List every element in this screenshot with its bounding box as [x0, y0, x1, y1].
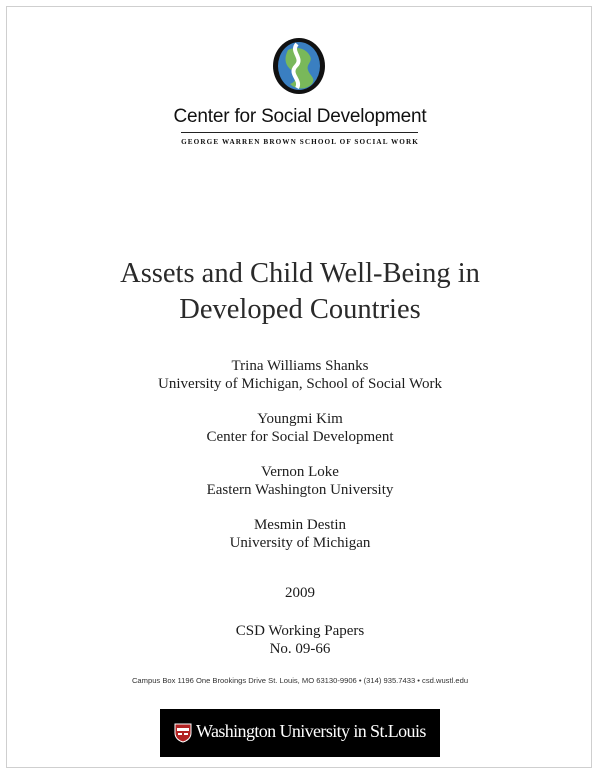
university-shield-icon [174, 723, 192, 743]
title-line-2: Developed Countries [179, 294, 421, 325]
author-block [100, 357, 500, 393]
author-block [100, 463, 500, 499]
author-list [100, 357, 500, 569]
title-line-1: Assets and Child Well-Being in [120, 258, 480, 289]
series-number: No. 09-66 [269, 641, 331, 657]
series-name: CSD Working Papers [235, 623, 365, 639]
author-name: Mesmin Destin [253, 517, 347, 533]
publication-year: 2009 [285, 585, 315, 601]
globe-logo-icon [266, 36, 332, 96]
organization-divider [181, 132, 418, 133]
document-title [60, 256, 540, 328]
contact-address: Campus Box 1196 One Brookings Drive St. Louis, MO 63130-9906 • (314) 935.7433 • csd.wustl.edu [131, 676, 469, 685]
organization-name: Center for Social Development [173, 106, 427, 127]
university-footer-band [160, 709, 440, 757]
author-block [100, 516, 500, 552]
author-name: Trina Williams Shanks [231, 358, 369, 374]
author-affiliation: Eastern Washington University [206, 482, 394, 498]
university-name: Washington University in St.Louis [196, 721, 426, 741]
author-block [100, 410, 500, 446]
author-affiliation: University of Michigan, School of Social Work [158, 376, 442, 392]
organization-subtitle: GEORGE WARREN BROWN SCHOOL OF SOCIAL WORK [181, 138, 419, 146]
author-affiliation: Center for Social Development [206, 429, 394, 445]
author-name: Youngmi Kim [257, 411, 343, 427]
working-paper-series [0, 622, 600, 658]
author-affiliation: University of Michigan [229, 535, 371, 551]
author-name: Vernon Loke [261, 464, 339, 480]
